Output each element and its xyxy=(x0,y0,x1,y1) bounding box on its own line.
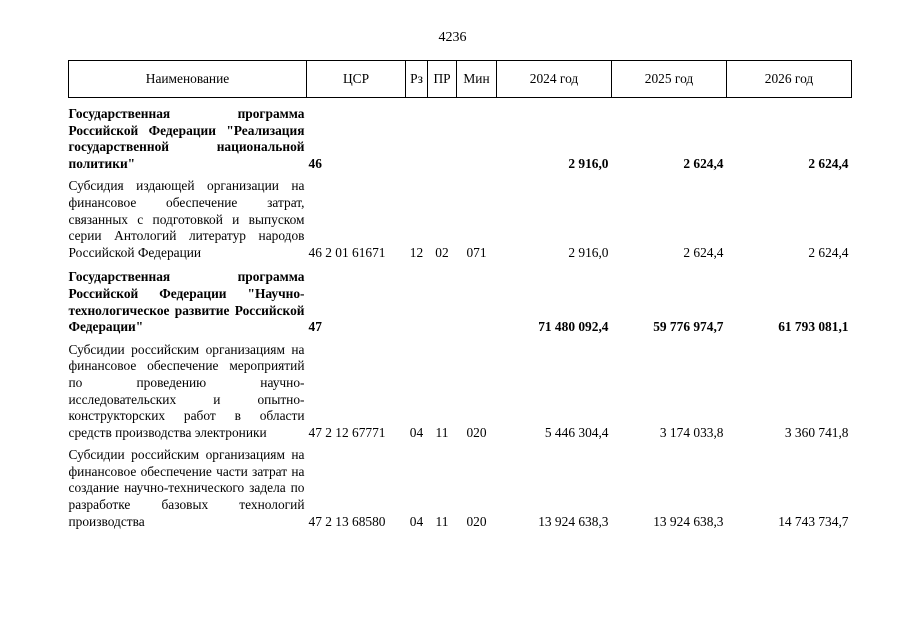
table-row xyxy=(69,172,852,261)
header-pr: ПР xyxy=(428,61,457,98)
row-name: Государственная программа Российской Федерации "Научно-технологическое развитие Российской Федерации" xyxy=(68,269,305,335)
row-pr xyxy=(428,261,457,335)
row-name: Субсидии российским организациям на финансовое обеспечение части затрат на создание научно-технического задела по разработке базовых технологий производства xyxy=(68,447,305,529)
row-min: 020 xyxy=(466,513,487,529)
row-min xyxy=(457,261,497,335)
row-2024: 2 916,0 xyxy=(568,244,609,260)
header-rz: Рз xyxy=(406,61,428,98)
row-pr: 11 xyxy=(435,513,449,529)
row-2025: 2 624,4 xyxy=(683,155,724,171)
row-2024: 2 916,0 xyxy=(568,155,609,171)
header-2026: 2026 год xyxy=(727,61,852,98)
row-2025: 3 174 033,8 xyxy=(659,424,724,440)
table-row xyxy=(69,261,852,335)
table-row xyxy=(69,98,852,173)
row-rz xyxy=(406,98,428,173)
budget-table xyxy=(68,60,852,530)
row-2025: 59 776 974,7 xyxy=(653,319,724,335)
table-header-row xyxy=(69,61,852,98)
row-csr: 47 2 12 67771 xyxy=(308,424,386,440)
row-rz: 12 xyxy=(409,244,424,260)
header-2024: 2024 год xyxy=(497,61,612,98)
header-2025: 2025 год xyxy=(612,61,727,98)
row-2024: 5 446 304,4 xyxy=(544,424,609,440)
row-pr xyxy=(428,98,457,173)
page-number: 4236 xyxy=(438,30,467,45)
row-pr: 11 xyxy=(435,424,449,440)
row-2025: 2 624,4 xyxy=(683,244,724,260)
header-csr: ЦСР xyxy=(307,61,406,98)
row-2024: 13 924 638,3 xyxy=(538,513,609,529)
row-2026: 2 624,4 xyxy=(808,155,849,171)
row-name: Субсидии российским организациям на финансовое обеспечение мероприятий по проведению научно-исследовательских и опытно-конструкторских работ в области средств производства электроники xyxy=(68,341,305,440)
table-row xyxy=(69,336,852,442)
row-rz: 04 xyxy=(409,513,424,529)
row-2026: 61 793 081,1 xyxy=(778,319,849,335)
row-min: 020 xyxy=(466,424,487,440)
header-min: Мин xyxy=(457,61,497,98)
row-rz xyxy=(406,261,428,335)
row-pr: 02 xyxy=(435,244,449,260)
row-csr: 46 2 01 61671 xyxy=(308,244,386,260)
row-min: 071 xyxy=(466,244,487,260)
row-name: Субсидия издающей организации на финансовое обеспечение затрат, связанных с подготовкой и выпуском серии Антологий литератур народов Российской Федерации xyxy=(68,178,305,260)
row-csr: 46 xyxy=(308,155,322,171)
row-min xyxy=(457,98,497,173)
row-csr: 47 xyxy=(308,319,322,335)
row-2025: 13 924 638,3 xyxy=(653,513,724,529)
row-2026: 3 360 741,8 xyxy=(784,424,849,440)
row-2024: 71 480 092,4 xyxy=(538,319,609,335)
table-row xyxy=(69,441,852,530)
row-2026: 14 743 734,7 xyxy=(778,513,849,529)
row-2026: 2 624,4 xyxy=(808,244,849,260)
row-rz: 04 xyxy=(409,424,424,440)
row-name: Государственная программа Российской Федерации "Реализация государственной национальной политики" xyxy=(68,106,305,171)
row-csr: 47 2 13 68580 xyxy=(308,513,386,529)
header-name: Наименование xyxy=(69,61,307,98)
